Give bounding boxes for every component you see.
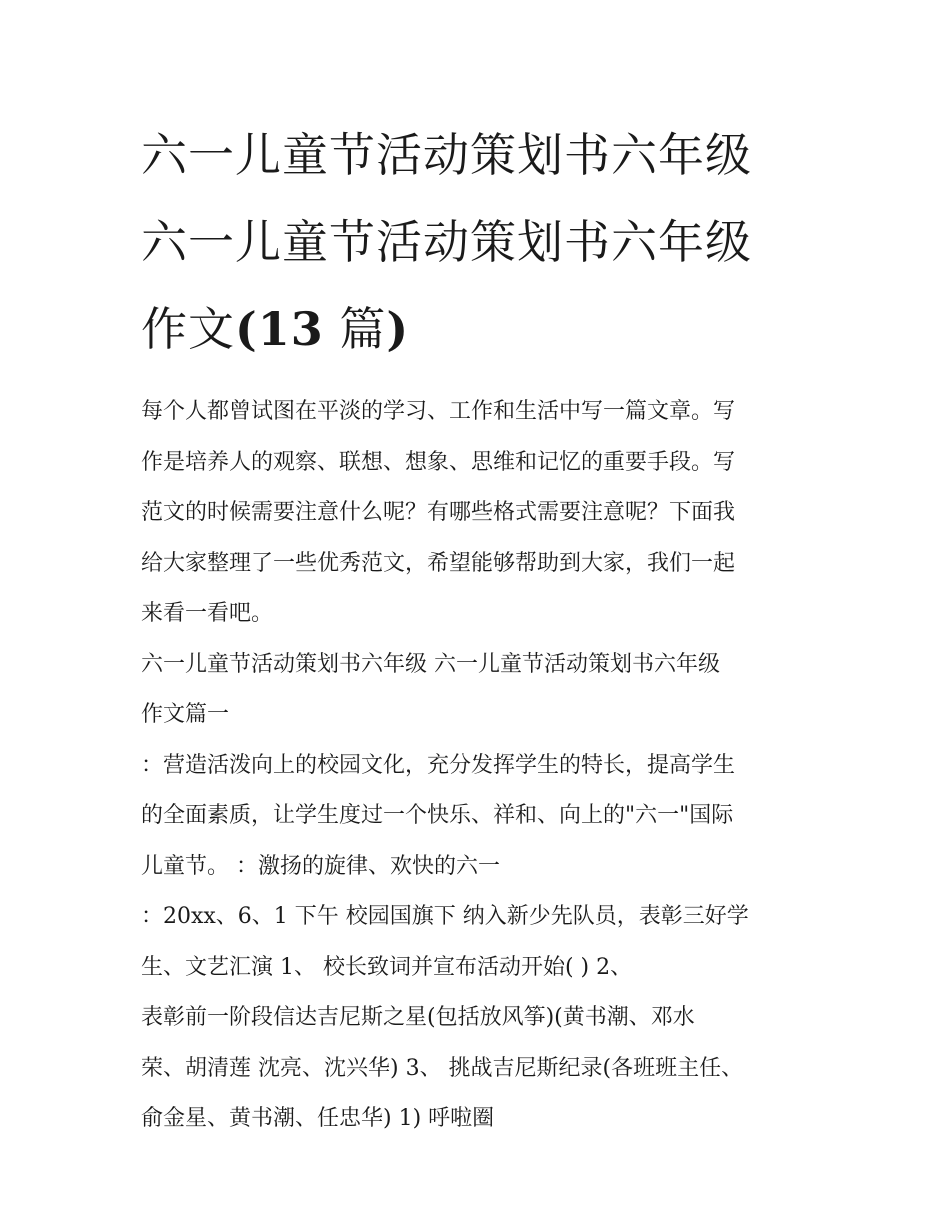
body-line-5: 生、文艺汇演 1、 校长致词并宣布活动开始( ) 2、	[141, 954, 633, 980]
section-heading-line-1: 六一儿童节活动策划书六年级 六一儿童节活动策划书六年级	[141, 651, 720, 677]
section-heading-line-2: 作文篇一	[141, 702, 230, 727]
document-body	[141, 387, 817, 1145]
intro-line-1: 每个人都曾试图在平淡的学习、工作和生活中写一篇文章。写	[141, 399, 736, 424]
intro-paragraph	[141, 387, 817, 640]
body-line-6: 表彰前一阶段信达吉尼斯之星(包括放风筝)(黄书潮、邓水	[141, 1005, 695, 1030]
body-line-8: 俞金星、黄书潮、任忠华) 1) 呼啦圈	[141, 1106, 495, 1131]
body-line-4: ：20xx、6、1 下午 校园国旗下 纳入新少先队员，表彰三好学	[141, 904, 749, 929]
intro-line-4: 给大家整理了一些优秀范文，希望能够帮助到大家，我们一起	[141, 550, 736, 576]
title-line-3-prefix: 作文	[141, 302, 235, 356]
document-page	[141, 112, 817, 1145]
body-line-7: 荣、胡清莲 沈亮、沈兴华) 3、 挑战吉尼斯纪录(各班班主任、	[141, 1055, 744, 1081]
intro-line-2: 作是培养人的观察、联想、想象、思维和记忆的重要手段。写	[141, 449, 736, 475]
document-title	[141, 112, 817, 373]
body-line-3: 儿童节。 ：激扬的旋律、欢快的六一	[141, 853, 500, 879]
title-line-3-unit: 篇	[323, 302, 387, 356]
title-line-3	[141, 286, 817, 373]
title-line-3-close: )	[386, 302, 410, 356]
body-line-2: 的全面素质，让学生度过一个快乐、祥和、向上的"六一"国际	[141, 803, 734, 828]
body-paragraph	[141, 741, 817, 1145]
title-line-2: 六一儿童节活动策划书六年级	[141, 215, 752, 269]
title-line-3-count: (13	[235, 302, 324, 356]
intro-line-3: 范文的时候需要注意什么呢？有哪些格式需要注意呢？下面我	[141, 500, 736, 525]
body-line-1: ：营造活泼向上的校园文化，充分发挥学生的特长，提高学生	[141, 752, 736, 778]
intro-line-5: 来看一看吧。	[141, 601, 274, 626]
section-heading	[141, 640, 817, 741]
title-line-1: 六一儿童节活动策划书六年级	[141, 128, 752, 182]
